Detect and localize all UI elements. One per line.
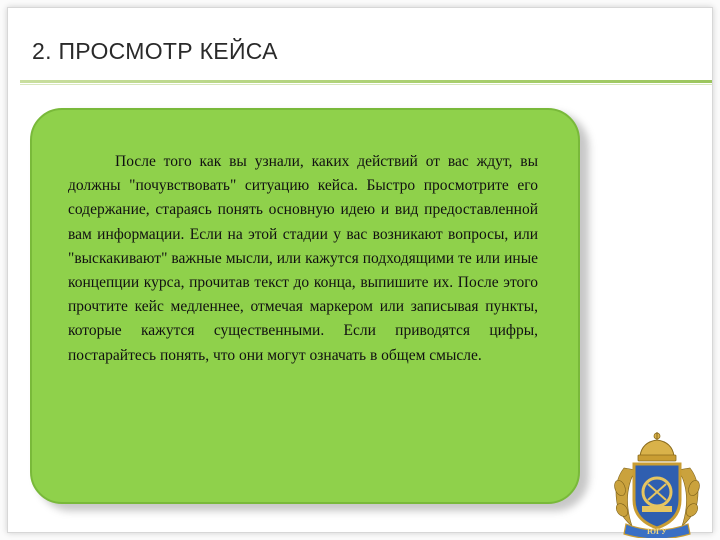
title-divider [20,80,712,83]
title-divider-thin [20,84,712,85]
crown-icon [638,432,676,461]
shield-icon [634,464,680,528]
slide-title: 2. ПРОСМОТР КЕЙСА [32,38,278,64]
ribbon [624,524,690,538]
coat-of-arms-icon [602,428,712,538]
svg-text:ЮГУ: ЮГУ [647,527,667,536]
content-card [30,108,580,504]
card-body-text: После того как вы узнали, каких действий от вас ждут, вы должны "почувствовать" ситуацию кейса. Быстро просмотрите его содержание, стараясь понять основную идею и вид предоставленной вам информации. Если на этой стадии у вас возникают вопросы, или "выскакивают" важные мысли, или кажутся подходящими те или иные концепции курса, прочитав текст до конца, выпишите их. После этого прочтите кейс медленнее, отмечая маркером или записывая пункты, которые кажутся существенными. Если приводятся цифры, постарайтесь понять, что они могут означать в общем смысле. [68,153,538,364]
